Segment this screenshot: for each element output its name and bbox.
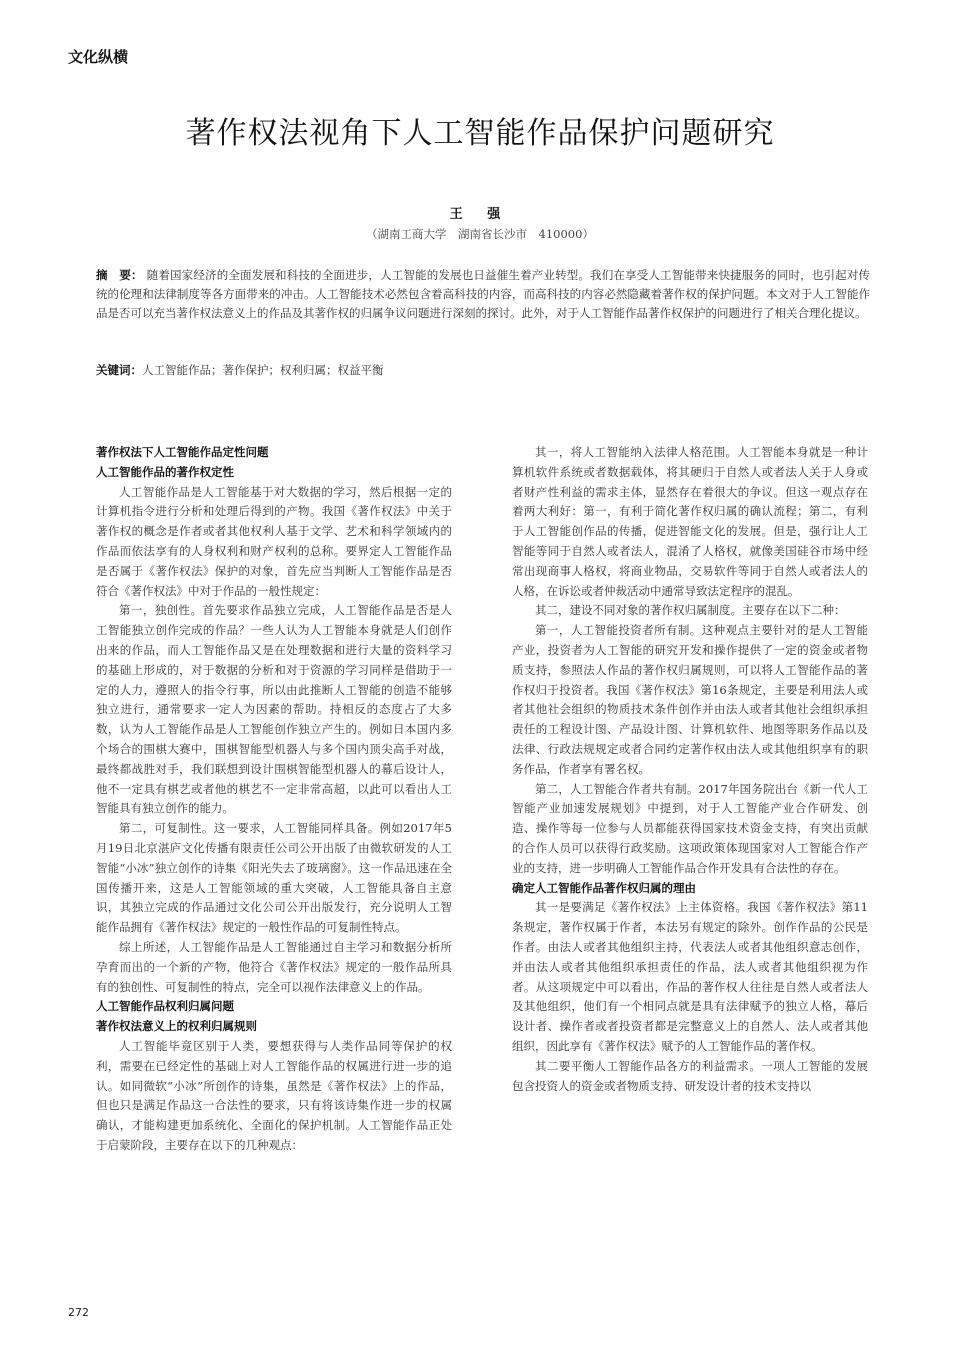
paragraph: 其一是要满足《著作权法》上主体资格。我国《著作权法》第11条规定，著作权属于作者，本法另有规定的除外。创作作品的公民是作者。由法人或者其他组织主持，代表法人或者其他组织意志创作，并由法人或者其他组织承担责任的作品，法人或者其他组织视为作者。从这项规定中可以看出，作品的著作权人往往是自然人或者法人及其他组织，他们有一个相同点就是具有法律赋予的独立人格，幕后设计者、操作者或者投资者都是完整意义上的自然人、法人或者其他组织，因此享有《著作权法》赋予的人工智能作品的著作权。 <box>512 900 868 1053</box>
subsection-heading: 著作权法意义上的权利归属规则 <box>96 1019 257 1034</box>
abstract <box>96 266 870 323</box>
paragraph: 其二，建设不同对象的著作权归属制度。主要存在以下二种： <box>535 603 846 618</box>
paragraph: 第一，独创性。首先要求作品独立完成，人工智能作品是否是人工智能独立创作完成的作品？一些人认为人工智能本身就是人们创作出来的作品，而人工智能作品又是在处理数据和进行大量的资料学习的基础上形成的，对于数据的分析和对于资源的学习同样是借助于一定的人力，遵照人的指令行事，所以由此推断人工智能的创造不能够独立进行，通常要求一定人为因素的帮助。持相反的态度占了大多数，认为人工智能作品是人工智能创作独立产生的。例如日本国内多个场合的围棋大赛中，围棋智能型机器人与多个国内顶尖高手对战，最终都战胜对手，我们联想到设计围棋智能型机器人的幕后设计人，他不一定具有棋艺或者他的棋艺不一定非常高超，以此可以看出人工智能具有独立创作的能力。 <box>96 603 452 816</box>
paragraph: 第二，人工智能合作者共有制。2017年国务院出台《新一代人工智能产业加速发展规划》中提到，对于人工智能产业合作研发、创造、操作等每一位参与人员都能获得国家技术资金支持，有突出贡献的合作人员可以获得行政奖励。这项政策体现国家对人工智能合作产业的支持，进一步明确人工智能作品合作开发具有合法性的存在。 <box>512 781 868 875</box>
abstract-text: 随着国家经济的全面发展和科技的全面进步，人工智能的发展也日益催生着产业转型。我们在享受人工智能带来快捷服务的同时，也引起对传统的伦理和法律制度等各方面带来的冲击。人工智能技术必然包含着高科技的内容，而高科技的内容必然隐藏着著作权的保护问题。本文对于人工智能作品是否可以充当著作权法意义上的作品及其著作权的归属争议问题进行深刻的探讨。此外，对于人工智能作品著作权保护的问题进行了相关合理化提议。 <box>96 268 871 320</box>
paragraph: 第一，人工智能投资者所有制。这种观点主要针对的是人工智能产业，投资者为人工智能的研究开发和操作提供了一定的资金或者物质支持，参照法人作品的著作权归属规则，可以将人工智能作品的著作权归于投资者。我国《著作权法》第16条规定，主要是利用法人或者其他社会组织的物质技术条件创作并由法人或者其他社会组织承担责任的工程设计图、产品设计图、计算机软件、地图等职务作品以及法律、行政法规规定或者合同约定著作权由法人或其他组织享有的职务作品，作者享有署名权。 <box>512 623 868 776</box>
paragraph: 人工智能作品是人工智能基于对大数据的学习，然后根据一定的计算机指令进行分析和处理后得到的产物。我国《著作权法》中关于著作权的概念是作者或者其他权利人基于文学、艺术和科学领域内的作品而依法享有的人身权利和财产权利的总称。要界定人工智能作品是否属于《著作权法》保护的对象，首先应当判断人工智能作品是否符合《著作权法》中对于作品的一般性规定： <box>96 484 452 598</box>
page-number: 272 <box>68 1306 89 1319</box>
affiliation: （湖南工商大学 湖南省长沙市 410000） <box>366 227 594 241</box>
subsection-heading: 人工智能作品的著作权定性 <box>96 464 234 479</box>
left-column <box>96 443 452 1156</box>
section-heading: 人工智能作品权利归属问题 <box>96 999 234 1014</box>
paragraph: 其二要平衡人工智能作品各方的利益需求。一项人工智能的发展包含投资人的资金或者物质支持、研发设计者的技术支持以 <box>512 1058 868 1093</box>
keywords-text: 人工智能作品；著作保护；权利归属；权益平衡 <box>142 363 384 377</box>
section-tag: 文化纵横 <box>68 48 129 66</box>
paragraph: 其一，将人工智能纳入法律人格范围。人工智能本身就是一种计算机软件系统或者数据载体，将其硬归于自然人或者法人关于人身或者财产性利益的需求主体，显然存在着很大的争议。但这一观点存在着两大利好：第一，有利于简化著作权归属的确认流程；第二，有利于人工智能创作品的传播，促进智能文化的发展。但是，强行让人工智能等同于自然人或者法人，混淆了人格权，就像美国硅谷市场中经常出现商事人格权，将商业物品，交易软件等同于自然人或者法人的人格，在诉讼或者仲裁活动中通常导致法定程序的混乱。 <box>512 445 868 598</box>
keywords <box>96 361 870 380</box>
keywords-label: 关键词： <box>96 363 142 377</box>
article-title: 著作权法视角下人工智能作品保护问题研究 <box>185 116 775 151</box>
section-heading: 著作权法下人工智能作品定性问题 <box>96 445 269 459</box>
right-column <box>512 443 868 1096</box>
abstract-label: 摘 要： <box>96 268 143 282</box>
section-heading: 确定人工智能作品著作权归属的理由 <box>512 880 696 895</box>
paragraph: 第二，可复制性。这一要求，人工智能同样具备。例如2017年5月19日北京湛庐文化传播有限责任公司公开出版了由微软研发的人工智能“小冰”独立创作的诗集《阳光失去了玻璃窗》。这一作品迅速在全国传播开来，这是人工智能领域的重大突破，人工智能具备自主意识，其独立完成的作品通过文化公司公开出版发行，充分说明人工智能作品拥有《著作权法》规定的一般性作品的可复制性特点。 <box>96 821 452 935</box>
paragraph: 综上所述，人工智能作品是人工智能通过自主学习和数据分析所孕育而出的一个新的产物，他符合《著作权法》规定的一般作品所具有的独创性、可复制性的特点，完全可以视作法律意义上的作品。 <box>96 939 452 994</box>
author: 王 强 <box>449 207 511 222</box>
paragraph: 人工智能毕竟区别于人类，要想获得与人类作品同等保护的权利，需要在已经定性的基础上对人工智能作品的权属进行进一步的追认。如同微软“小冰”所创作的诗集，虽然是《著作权法》上的作品，但也只是满足作品这一合法性的要求，只有将该诗集作进一步的权属确认，才能构建更加系统化、全面化的保护机制。人工智能作品正处于启蒙阶段，主要存在以下的几种观点： <box>96 1038 452 1152</box>
